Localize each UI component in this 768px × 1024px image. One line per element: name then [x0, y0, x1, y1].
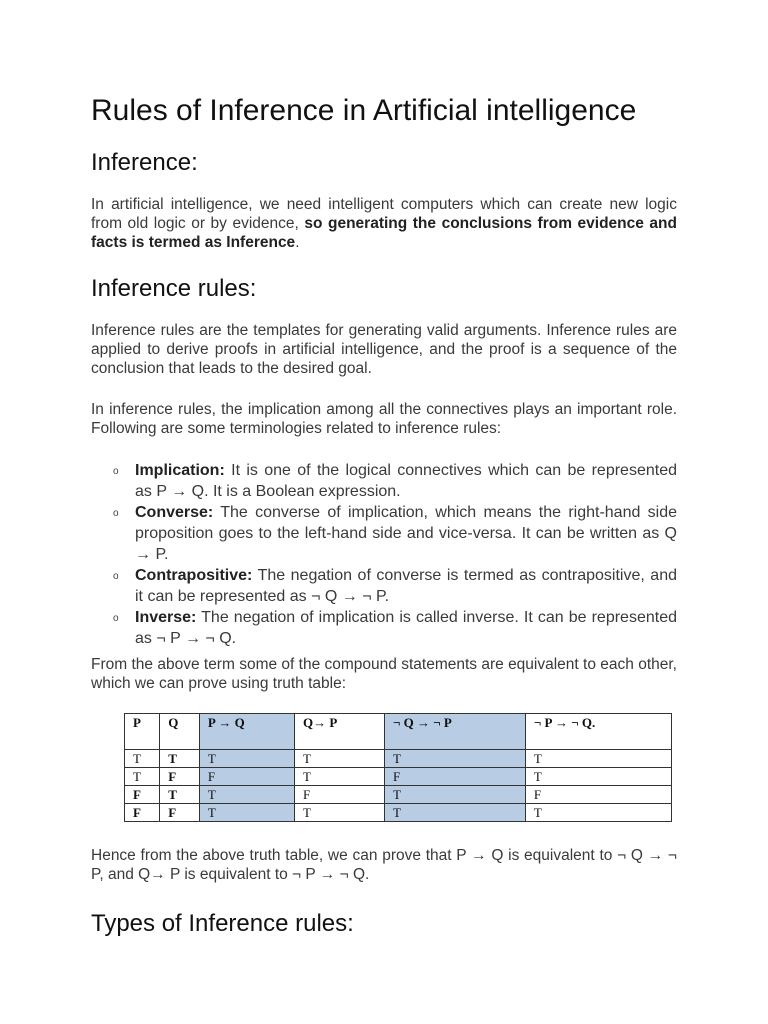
- table-cell: F: [295, 786, 385, 804]
- table-row: [125, 750, 672, 768]
- inference-bold-text: so generating the conclusions from evidence and facts is termed as Inference: [91, 215, 677, 251]
- table-header-row: [125, 714, 672, 750]
- table-cell: T: [199, 786, 294, 804]
- inference-text-end: .: [295, 234, 300, 251]
- table-header-cell: Q: [160, 714, 200, 750]
- table-row: [125, 804, 672, 822]
- table-cell: F: [199, 768, 294, 786]
- table-cell: F: [525, 786, 671, 804]
- document-page: [91, 92, 677, 956]
- table-cell: T: [525, 768, 671, 786]
- table-cell: T: [295, 804, 385, 822]
- table-cell: T: [295, 768, 385, 786]
- table-cell: F: [160, 768, 200, 786]
- list-item-implication: [113, 460, 677, 502]
- bullet-icon: o: [113, 466, 119, 477]
- table-cell: T: [525, 804, 671, 822]
- conclusion-paragraph: Hence from the above truth table, we can prove that P → Q is equivalent to ¬ Q → ¬ P, and Q→ P is equivalent to ¬ P → ¬ Q.: [91, 847, 677, 883]
- table-header-cell: P → Q: [199, 714, 294, 750]
- term-text: The converse of implication, which means the right-hand side proposition goes to the left-hand side and vice-versa. It can be written as Q → P.: [135, 504, 677, 563]
- table-cell: F: [125, 786, 160, 804]
- table-row: [125, 768, 672, 786]
- table-header-cell: ¬ P → ¬ Q.: [525, 714, 671, 750]
- inference-rules-paragraph-1: Inference rules are the templates for generating valid arguments. Inference rules are applied to derive proofs in artificial intelligence, and the proof is a sequence of the conclusion that leads to the desired goal.: [91, 322, 677, 377]
- list-item-contrapositive: [113, 565, 677, 607]
- term-label: Converse:: [135, 504, 214, 521]
- section-heading-types: Types of Inference rules:: [91, 910, 354, 937]
- table-header-cell: P: [125, 714, 160, 750]
- table-cell: T: [160, 786, 200, 804]
- table-cell: T: [295, 750, 385, 768]
- inference-rules-paragraph-2: In inference rules, the implication among all the connectives plays an important role. Following are some terminologies related to inference rules:: [91, 401, 677, 437]
- table-cell: T: [125, 750, 160, 768]
- truth-table-intro: From the above term some of the compound statements are equivalent to each other, which we can prove using truth table:: [91, 656, 677, 692]
- inference-text: In artificial intelligence, we need intelligent computers which can create new logic from old logic or by evidence,: [91, 196, 677, 232]
- term-text: The negation of converse is termed as contrapositive, and it can be represented as ¬ Q → ¬ P.: [135, 567, 677, 605]
- bullet-icon: o: [113, 508, 119, 519]
- table-cell: T: [199, 804, 294, 822]
- table-cell: T: [384, 804, 525, 822]
- truth-table: [124, 713, 672, 822]
- term-text: It is one of the logical connectives which can be represented as P → Q. It is a Boolean expression.: [135, 462, 677, 500]
- inference-paragraph: [91, 195, 677, 252]
- bullet-icon: o: [113, 571, 119, 582]
- table-header-cell: Q→ P: [295, 714, 385, 750]
- bullet-icon: o: [113, 613, 119, 624]
- table-header-cell: ¬ Q → ¬ P: [384, 714, 525, 750]
- list-item-converse: [113, 502, 677, 565]
- term-label: Inverse:: [135, 609, 197, 626]
- table-cell: T: [384, 750, 525, 768]
- term-label: Implication:: [135, 462, 225, 479]
- term-label: Contrapositive:: [135, 567, 253, 584]
- list-item-inverse: [113, 607, 677, 649]
- table-cell: F: [160, 804, 200, 822]
- table-cell: T: [525, 750, 671, 768]
- table-cell: T: [199, 750, 294, 768]
- table-cell: T: [160, 750, 200, 768]
- term-text: The negation of implication is called inverse. It can be represented as ¬ P → ¬ Q.: [135, 609, 677, 647]
- section-heading-inference-rules: Inference rules:: [91, 275, 257, 302]
- terms-list: [91, 460, 677, 649]
- table-cell: F: [384, 768, 525, 786]
- table-cell: T: [125, 768, 160, 786]
- table-row: [125, 786, 672, 804]
- table-cell: F: [125, 804, 160, 822]
- table-cell: T: [384, 786, 525, 804]
- page-title: Rules of Inference in Artificial intelligence: [91, 94, 637, 127]
- section-heading-inference: Inference:: [91, 149, 198, 176]
